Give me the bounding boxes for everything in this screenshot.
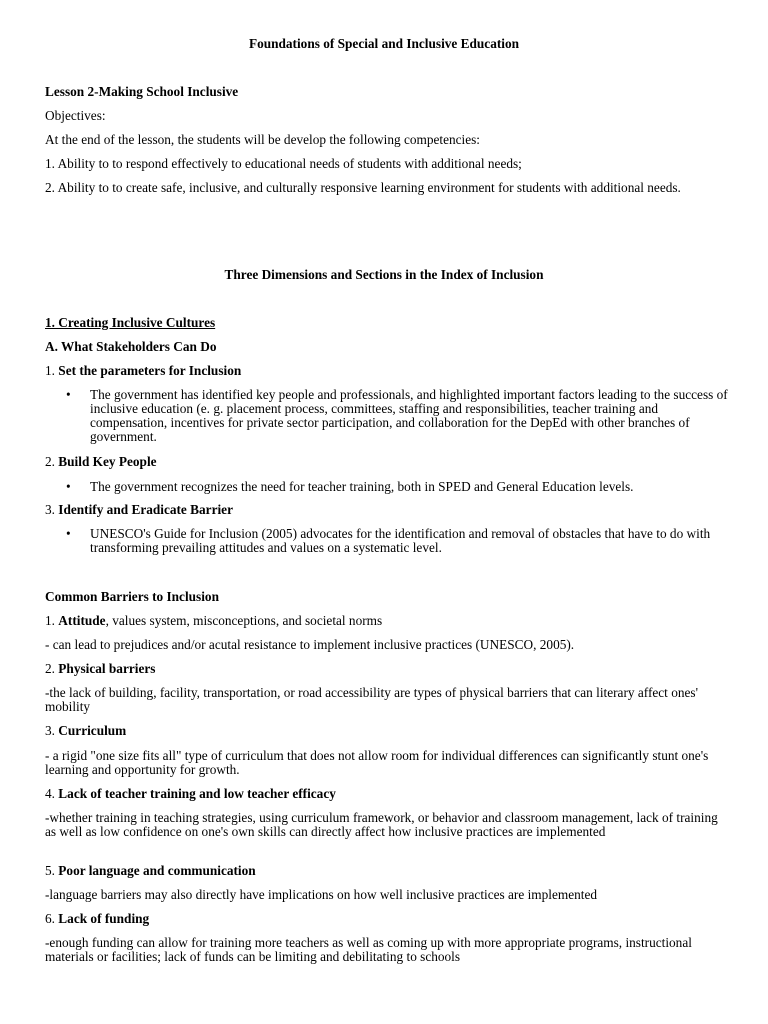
item-title: Set the parameters for Inclusion bbox=[58, 363, 242, 378]
barrier-heading bbox=[45, 864, 725, 878]
stakeholder-item-heading bbox=[45, 364, 725, 378]
stakeholder-item-heading bbox=[45, 503, 725, 517]
bullet-text: The government recognizes the need for teacher training, both in SPED and General Education levels. bbox=[90, 479, 634, 494]
objective-item: 2. Ability to to create safe, inclusive, and culturally responsive learning environment for students with additional needs. bbox=[45, 180, 681, 195]
dimension-heading: 1. Creating Inclusive Cultures bbox=[45, 315, 216, 330]
stakeholders-subheading: A. What Stakeholders Can Do bbox=[45, 339, 217, 354]
barrier-title: Curriculum bbox=[58, 723, 127, 738]
barrier-number: 5. bbox=[45, 863, 59, 878]
bullet-icon: • bbox=[66, 387, 71, 402]
barrier-description: -the lack of building, facility, transportation, or road accessibility are types of physical barriers that can literary affect ones' mobility bbox=[45, 685, 698, 714]
barrier-number: 2. bbox=[45, 661, 59, 676]
barrier-description: -language barriers may also directly have implications on how well inclusive practices are implemented bbox=[45, 887, 597, 902]
lesson-title: Lesson 2-Making School Inclusive bbox=[45, 84, 239, 99]
barrier-title: Lack of funding bbox=[58, 911, 150, 926]
item-title: Identify and Eradicate Barrier bbox=[58, 502, 233, 517]
item-title: Build Key People bbox=[58, 454, 157, 469]
barrier-title: Lack of teacher training and low teacher efficacy bbox=[58, 786, 336, 801]
objective-item: 1. Ability to to respond effectively to educational needs of students with additional needs; bbox=[45, 156, 522, 171]
barrier-description: - can lead to prejudices and/or acutal resistance to implement inclusive practices (UNESCO, 2005). bbox=[45, 637, 575, 652]
bullet-icon: • bbox=[66, 479, 71, 494]
barrier-heading bbox=[45, 912, 725, 926]
barrier-description: - a rigid "one size fits all" type of curriculum that does not allow room for individual differences can significantly stunt one's learning and opportunity for growth. bbox=[45, 748, 709, 777]
barrier-title: Attitude bbox=[58, 613, 106, 628]
objectives-intro: At the end of the lesson, the students will be develop the following competencies: bbox=[45, 132, 481, 147]
section-title: Three Dimensions and Sections in the Index of Inclusion bbox=[224, 267, 544, 282]
bullet-icon: • bbox=[66, 526, 71, 541]
item-number: 1. bbox=[45, 363, 59, 378]
barrier-heading bbox=[45, 662, 725, 676]
barrier-number: 1. bbox=[45, 613, 59, 628]
barrier-suffix: , values system, misconceptions, and societal norms bbox=[105, 613, 383, 628]
document-title: Foundations of Special and Inclusive Education bbox=[248, 36, 520, 51]
objectives-label: Objectives: bbox=[45, 108, 106, 123]
bullet-text: The government has identified key people and professionals, and highlighted important factors leading to the success of inclusive education (e. g. placement process, committees, staffing and responsibilities, teacher training and compensation, incentives for private sector participation, and collaboration for the DepEd with other branches of government. bbox=[90, 387, 728, 444]
barrier-heading bbox=[45, 614, 725, 628]
stakeholder-item-heading bbox=[45, 455, 725, 469]
item-number: 3. bbox=[45, 502, 59, 517]
item-number: 2. bbox=[45, 454, 59, 469]
barrier-title: Physical barriers bbox=[58, 661, 156, 676]
bullet-text: UNESCO's Guide for Inclusion (2005) advocates for the identification and removal of obstacles that have to do with transforming prevailing attitudes and values on a systematic level. bbox=[90, 526, 711, 555]
barrier-description: -whether training in teaching strategies, using curriculum framework, or behavior and classroom management, lack of training as well as low confidence on one's own skills can directly affect how inclusive practices are implemented bbox=[45, 810, 718, 839]
barrier-heading bbox=[45, 724, 725, 738]
barrier-description: -enough funding can allow for training more teachers as well as coming up with more appropriate programs, instructional materials or facilities; lack of funds can be limiting and debilitating to schools bbox=[45, 935, 692, 964]
barrier-number: 4. bbox=[45, 786, 59, 801]
barrier-number: 6. bbox=[45, 911, 59, 926]
barrier-title: Poor language and communication bbox=[58, 863, 256, 878]
barrier-number: 3. bbox=[45, 723, 59, 738]
barrier-heading bbox=[45, 787, 725, 801]
barriers-heading: Common Barriers to Inclusion bbox=[45, 589, 219, 604]
